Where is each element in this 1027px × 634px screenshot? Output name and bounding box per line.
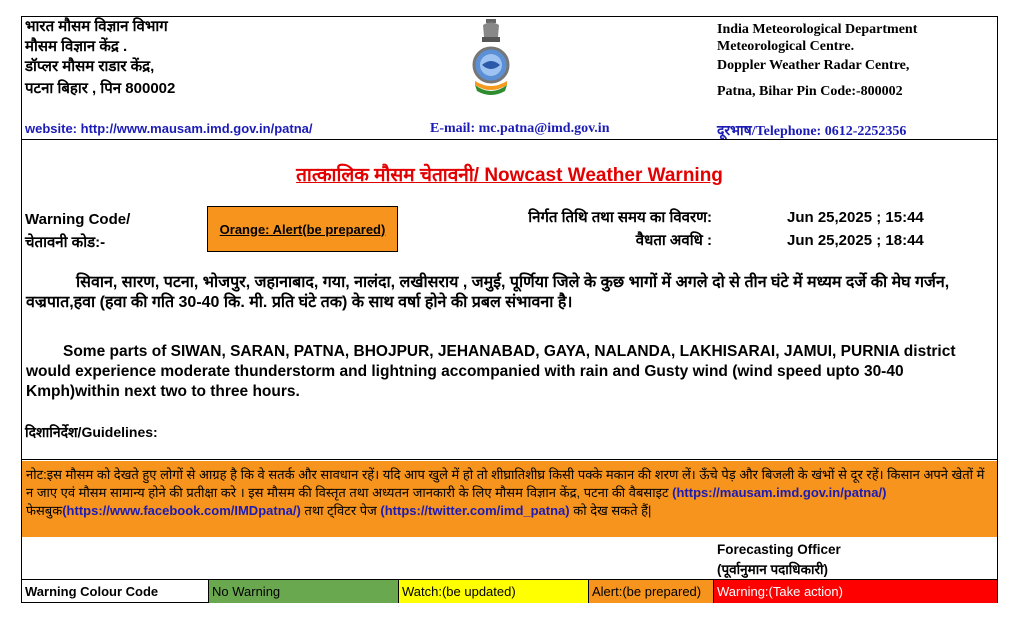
hindi-message: सिवान, सारण, पटना, भोजपुर, जहानाबाद, गया, नालंदा, लखीसराय , जमुई, पूर्णिया जिले के कुछ भागों में अगले दो से तीन घंटे में मध्यम दर्जे की मेघ गर्जन, वज्रपात,हवा (हवा की गति 30-40 कि. मी. प्रति घंटे तक) के साथ वर्षा होने की प्रबल संभावना है। <box>26 274 950 311</box>
forecasting-officer <box>717 540 841 580</box>
website-note-link[interactable]: (https://mausam.imd.gov.in/patna/) <box>672 485 887 500</box>
warning-code-label <box>25 208 130 254</box>
note-box <box>22 461 997 537</box>
issue-value: Jun 25,2025 ; 15:44 <box>787 209 924 226</box>
page-title: तात्कालिक मौसम चेतावनी/ Nowcast Weather Warning <box>296 165 723 186</box>
header-english-line-3: Doppler Weather Radar Centre, <box>717 58 910 73</box>
email-link[interactable]: E-mail: mc.patna@imd.gov.in <box>430 121 610 136</box>
guidelines-label: दिशानिर्देश/Guidelines: <box>25 424 158 440</box>
note-text-1: नोट:इस मौसम को देखते हुए लोगों से आग्रह है कि वे सतर्क और सावधान रहें। यदि आप खुले में हो तो शीघ्रातिशीघ्र किसी पक्के मकान की शरण लें। ऊँचे पेड़ और बिजली के खंभों से दूर रहें। किसान अपने खेतों में न जाए एवं मौसम सामान्य होने की प्रतीक्षा करे । इस मौसम की विस्तृत तथा अध्यतन जानकारी के लिए मौसम विज्ञान केंद्र, पटना की वैबसाइट <box>26 467 985 500</box>
note-text-4: को देख सकते हैं| <box>569 503 652 518</box>
header-hindi-line-4: पटना बिहार , पिन 800002 <box>25 80 176 97</box>
note-text-2: फेसबुक <box>26 503 63 518</box>
facebook-link[interactable]: (https://www.facebook.com/IMDpatna/) <box>62 503 301 518</box>
header-hindi-line-2: मौसम विज्ञान केंद्र . <box>25 38 128 55</box>
officer-title-hi: (पूर्वानुमान पदाधिकारी) <box>717 562 828 577</box>
header-english-line-4: Patna, Bihar Pin Code:-800002 <box>717 84 903 99</box>
header-hindi-address <box>25 17 175 99</box>
issue-label: निर्गत तिथि तथा समय का विवरण: <box>528 209 712 226</box>
header-hindi-line-1: भारत मौसम विज्ञान विभाग <box>25 18 168 35</box>
telephone-text: दूरभाष/Telephone: 0612-2252356 <box>717 124 907 139</box>
imd-emblem-icon <box>466 17 516 97</box>
legend-alert: Alert:(be prepared) <box>588 580 713 603</box>
english-message: Some parts of SIWAN, SARAN, PATNA, BHOJPUR, JEHANABAD, GAYA, NALANDA, LAKHISARAI, JAMUI, PURNIA district would experience moderate thunderstorm and lightning accompanied with rain and Gusty wind (wind speed upto 30-40 Kmph)within next two to three hours. <box>26 343 956 400</box>
warning-code-label-hi: चेतावनी कोड:- <box>25 234 106 251</box>
warning-code-label-en: Warning Code/ <box>25 211 131 228</box>
legend-no-warning: No Warning <box>208 580 398 603</box>
legend-label: Warning Colour Code <box>25 584 159 599</box>
warning-colour-legend <box>22 580 997 603</box>
header-english-address <box>717 20 917 102</box>
warning-code-badge: Orange: Alert(be prepared) <box>207 206 398 252</box>
header-english-line-1: India Meteorological Department <box>717 22 918 37</box>
validity-label: वैधता अवधि : <box>635 232 712 249</box>
twitter-link[interactable]: (https://twitter.com/imd_patna) <box>380 503 570 518</box>
warning-bulletin <box>21 16 998 603</box>
note-text-3: तथा ट्विटर पेज <box>300 503 381 518</box>
website-link[interactable]: website: http://www.mausam.imd.gov.in/patna/ <box>25 121 313 136</box>
legend-watch: Watch:(be updated) <box>398 580 588 603</box>
guidelines-divider <box>22 459 997 460</box>
header-english-line-2: Meteorological Centre. <box>717 39 855 54</box>
header-hindi-line-3: डॉप्लर मौसम राडार केंद्र, <box>25 58 155 75</box>
header-divider <box>22 139 997 140</box>
officer-title-en: Forecasting Officer <box>717 542 841 557</box>
validity-value: Jun 25,2025 ; 18:44 <box>787 232 924 249</box>
legend-warning: Warning:(Take action) <box>713 580 997 603</box>
